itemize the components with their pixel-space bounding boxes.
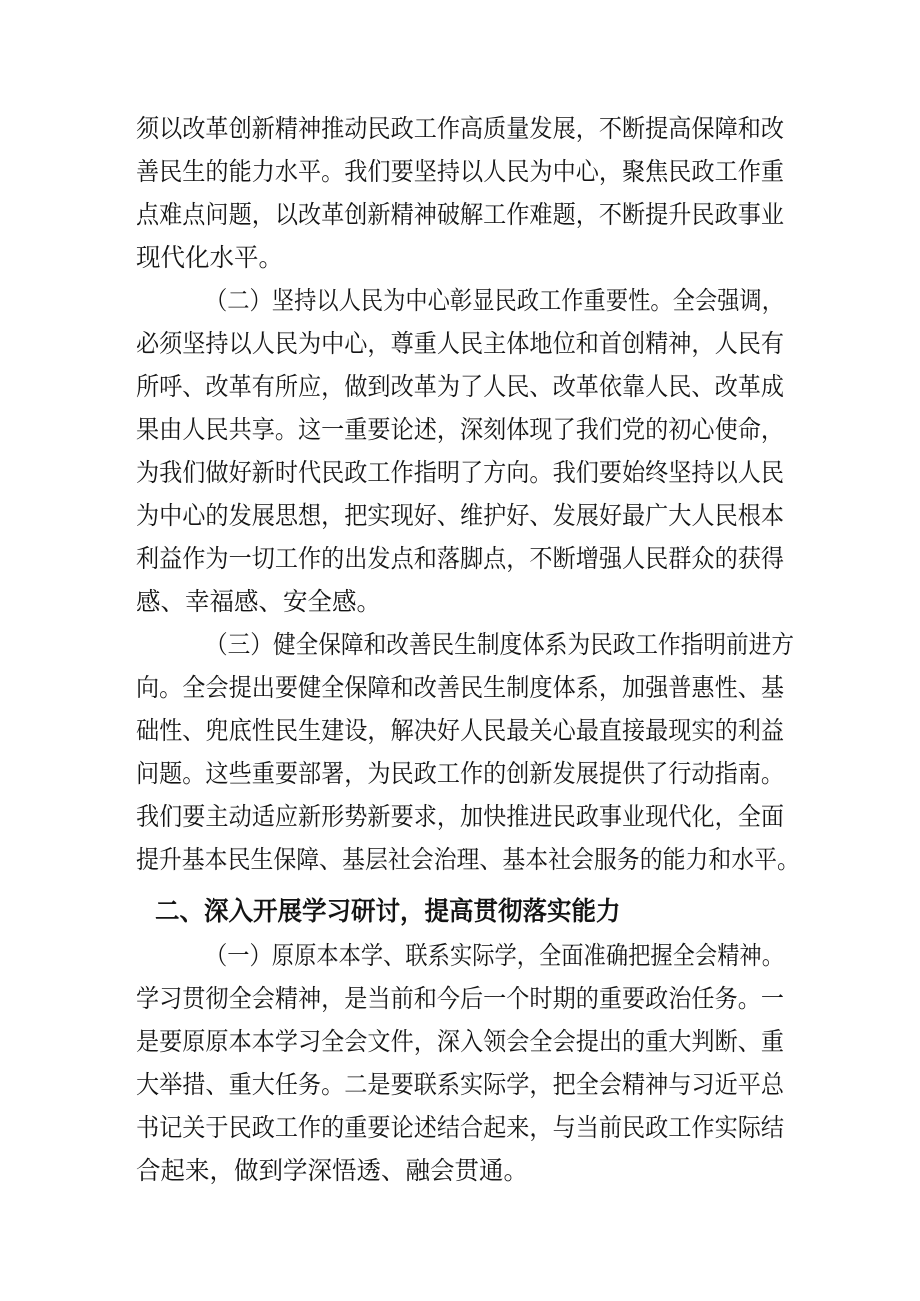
line-text: 书记关于民政工作的重要论述结合起来，与当前民政工作实际结 [136, 1113, 785, 1142]
line-text: 利益作为一切工作的出发点和落脚点，不断增强人民群众的获得 [136, 544, 785, 573]
line-text: 为中心的发展思想，把实现好、维护好、发展好最广大人民根本 [136, 501, 785, 530]
line-text: 问题。这些重要部署，为民政工作的创新发展提供了行动指南。 [136, 759, 785, 788]
body-line [136, 580, 920, 623]
body-line [136, 107, 920, 150]
body-line [136, 1106, 920, 1149]
line-text: （二）坚持以人民为中心彰显民政工作重要性。全会强调， [205, 286, 784, 315]
body-line [136, 752, 920, 795]
line-text: 现代化水平。 [136, 243, 284, 272]
line-text: （三）健全保障和改善民生制度体系为民政工作指明前进方 [205, 630, 794, 659]
body-line [205, 279, 920, 322]
line-text: 大举措、重大任务。二是要联系实际学，把全会精神与习近平总 [136, 1070, 785, 1099]
body-line [136, 408, 920, 451]
line-text: 向。全会提出要健全保障和改善民生制度体系，加强普惠性、基 [136, 673, 785, 702]
body-line [136, 1149, 920, 1192]
body-line [136, 451, 920, 494]
body-line [136, 322, 920, 365]
heading-text: 二、深入开展学习研讨，提高贯彻落实能力 [155, 897, 621, 927]
line-text: 提升基本民生保障、基层社会治理、基本社会服务的能力和水平。 [136, 845, 800, 874]
body-line [136, 795, 920, 838]
line-text: 感、幸福感、安全感。 [136, 587, 381, 616]
body-line [136, 1020, 920, 1063]
line-text: 为我们做好新时代民政工作指明了方向。我们要始终坚持以人民 [136, 458, 785, 487]
body-line [136, 150, 920, 193]
body-line [136, 838, 920, 881]
line-text: （一）原原本本学、联系实际学，全面准确把握全会精神。 [205, 941, 784, 970]
line-text: 点难点问题，以改革创新精神破解工作难题，不断提升民政事业 [136, 200, 785, 229]
line-text: 须以改革创新精神推动民政工作高质量发展，不断提高保障和改 [136, 114, 785, 143]
body-line [136, 1063, 920, 1106]
body-line [136, 365, 920, 408]
body-line [205, 623, 920, 666]
line-text: 我们要主动适应新形势新要求，加快推进民政事业现代化，全面 [136, 802, 785, 831]
line-text: 善民生的能力水平。我们要坚持以人民为中心，聚焦民政工作重 [136, 157, 785, 186]
body-line [136, 709, 920, 752]
body-line [205, 934, 920, 977]
line-text: 所呼、改革有所应，做到改革为了人民、改革依靠人民、改革成 [136, 372, 785, 401]
line-text: 础性、兜底性民生建设，解决好人民最关心最直接最现实的利益 [136, 716, 785, 745]
body-line [136, 977, 920, 1020]
body-line [136, 236, 920, 279]
body-line [136, 494, 920, 537]
line-text: 合起来，做到学深悟透、融会贯通。 [136, 1156, 529, 1185]
line-text: 必须坚持以人民为中心，尊重人民主体地位和首创精神，人民有 [136, 329, 785, 358]
line-text: 学习贯彻全会精神，是当前和今后一个时期的重要政治任务。一 [136, 984, 785, 1013]
body-line [136, 537, 920, 580]
section-heading [155, 891, 920, 934]
body-line [136, 666, 920, 709]
body-line [136, 193, 920, 236]
line-text: 果由人民共享。这一重要论述，深刻体现了我们党的初心使命， [136, 415, 785, 444]
line-text: 是要原原本本学习全会文件，深入领会全会提出的重大判断、重 [136, 1027, 785, 1056]
